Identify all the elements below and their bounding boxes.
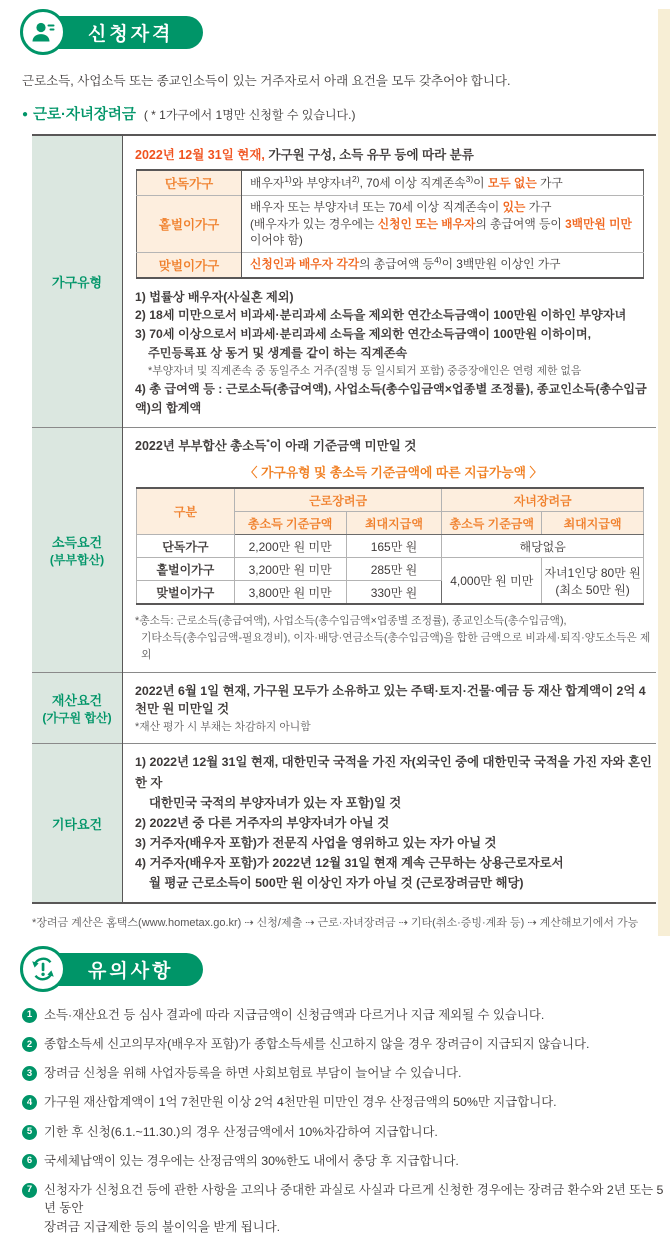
pay-cell: 285만 원 — [346, 558, 442, 581]
household-row-single — [137, 170, 644, 196]
household-row-single-income — [137, 196, 644, 253]
income-footnote: *총소득: 근로소득(총급여액), 사업소득(총수입금액×업종별 조정률), 종교인소득(총수입금액), 기타소득(총수입금액-필요경비), 이자·배당·연금소득(총수입금액)을 합한 금액으로 비과세·퇴직·양도소득은 제외 — [135, 615, 651, 661]
pay-cell: 330만 원 — [346, 581, 442, 605]
calc-note: *장려금 계산은 홈택스(www.hometax.go.kr) ⇢ 신청/제출 ⇢ 근로·자녀장려금 ⇢ 기타(취소·증빙·계좌 등) ⇢ 계산해보기에서 가능 — [32, 917, 639, 930]
eligibility-title-pill — [50, 16, 203, 49]
pay-sub-eitc-limit: 총소득 기준금액 — [234, 512, 346, 535]
row-property-requirement — [32, 673, 656, 744]
pay-cell-ctc-max: 자녀1인당 80만 원 (최소 50만 원) — [542, 558, 644, 605]
pay-cell: 3,200만 원 미만 — [234, 558, 346, 581]
household-type-desc: 신청인과 배우자 각각의 총급여액 등$^{4)}$이 3백만원 이상인 가구 — [250, 255, 561, 272]
pay-group-ctc: 자녀장려금 — [442, 488, 644, 512]
other-item-2: 2) 2022년 중 다른 거주자의 부양자녀가 아닐 것 — [135, 815, 390, 830]
pay-cell-ctc-limit: 4,000만 원 미만 — [442, 558, 542, 605]
household-type-desc: 배우자$^{1)}$와 부양자녀$^{2)}$, 70세 이상 직계존속$^{3)}$이 모두 없는 가구 — [250, 173, 563, 190]
row-household-type — [32, 135, 656, 428]
pay-sub-ctc-max: 최대지급액 — [542, 512, 644, 535]
pay-row-single-income — [137, 558, 644, 581]
page-edge-strip — [658, 9, 670, 936]
income-intro: 2022년 부부합산 총소득*이 아래 기준금액 미만일 것 — [135, 437, 417, 454]
household-row-dual-income — [137, 252, 644, 278]
notice-number-badge: 4 — [22, 1095, 37, 1110]
pay-sub-ctc-limit: 총소득 기준금액 — [442, 512, 542, 535]
person-card-icon-svg — [30, 19, 57, 46]
household-type-name: 단독가구 — [137, 170, 242, 196]
notice-item: 6 국세체납액이 있는 경우에는 산정금액의 30%한도 내에서 충당 후 지급합니다. — [22, 1152, 670, 1171]
notice-title: 유의사항 — [88, 961, 174, 983]
refresh-exclamation-icon — [20, 946, 66, 992]
household-type-name: 홑벌이가구 — [137, 196, 242, 253]
section-badge-eligibility — [20, 9, 260, 57]
property-note: *재산 평가 시 부채는 차감하지 아니함 — [135, 721, 311, 734]
property-main: 2022년 6월 1일 현재, 가구원 모두가 소유하고 있는 주택·토지·건물·예금 등 재산 합계액이 2억 4천만 원 미만일 것 — [135, 684, 646, 717]
household-note-1: 1) 법률상 배우자(사실혼 제외) — [135, 289, 294, 304]
pay-cell: 해당없음 — [442, 535, 644, 558]
pay-cell: 2,200만 원 미만 — [234, 535, 346, 558]
notice-number-badge: 5 — [22, 1125, 37, 1140]
household-note-4: 4) 총 급여액 등 : 근로소득(총급여액), 사업소득(총수입금액×업종별 조정률), 종교인소득(총수입금액)의 합계액 — [135, 382, 647, 416]
notice-list — [0, 1006, 670, 1236]
row-other-requirement — [32, 744, 656, 903]
household-type-desc: 배우자 또는 부양자녀 또는 70세 이상 직계존속이 있는 가구 — [250, 200, 552, 214]
notice-item: 4 가구원 재산합계액이 1억 7천만원 이상 2억 4천만원 미만인 경우 산정금액의 50%만 지급합니다. — [22, 1093, 670, 1112]
payment-table — [136, 487, 644, 605]
household-note-3-cont: 주민등록표 상 동거 및 생계를 같이 하는 직계존속 — [148, 346, 408, 361]
other-item-4: 4) 거주자(배우자 포함)가 2022년 12월 31일 현재 계속 근무하는 상용근로자로서 — [135, 855, 564, 870]
notice-item: 3 장려금 신청을 위해 사업자등록을 하면 사회보험료 부담이 늘어날 수 있습니다. — [22, 1064, 670, 1083]
leaflet-page — [0, 9, 670, 1234]
household-note-3: 3) 70세 이상으로서 비과세·분리과세 소득을 제외한 연간소득금액이 100만원 이하이며, — [135, 327, 591, 342]
pay-row-single — [137, 535, 644, 558]
pay-row-name: 단독가구 — [137, 535, 235, 558]
notice-number-badge: 2 — [22, 1037, 37, 1052]
notice-item: 1 소득·재산요건 등 심사 결과에 따라 지급금액이 신청금액과 다르거나 지급 제외될 수 있습니다. — [22, 1006, 670, 1025]
notice-number-badge: 6 — [22, 1154, 37, 1169]
pay-row-name: 맞벌이가구 — [137, 581, 235, 605]
other-item-1: 1) 2022년 12월 31일 현재, 대한민국 국적을 가진 자(외국인 중에 대한민국 국적을 가진 자와 혼인한 자 — [135, 755, 652, 790]
row-label-household: 가구유형 — [32, 135, 123, 428]
notice-number-badge: 1 — [22, 1008, 37, 1023]
subsection-title: 근로·자녀장려금 — [33, 107, 136, 123]
household-type-name: 맞벌이가구 — [137, 252, 242, 278]
other-item-4-cont: 월 평균 근로소득이 500만 원 이상인 자가 아닐 것 (근로장려금만 해당) — [149, 876, 524, 891]
pay-col-gubun: 구분 — [137, 488, 235, 535]
intro-text: 근로소득, 사업소득 또는 종교인소득이 있는 거주자로서 아래 요건을 모두 갖추어야 합니다. — [22, 74, 511, 88]
other-item-1-cont: 대한민국 국적의 부양자녀가 있는 자 포함)일 것 — [149, 795, 402, 810]
row-income-requirement — [32, 428, 656, 673]
other-item-3: 3) 거주자(배우자 포함)가 전문직 사업을 영위하고 있는 자가 아닐 것 — [135, 835, 497, 850]
pay-cell: 165만 원 — [346, 535, 442, 558]
bullet-icon: ● — [22, 109, 29, 120]
notice-title-pill — [50, 953, 203, 986]
eligibility-title: 신청자격 — [88, 24, 174, 45]
household-type-desc: (배우자가 있는 경우에는 신청인 또는 배우자의 총급여액 등이 3백만원 미만이어야 함) — [250, 216, 632, 248]
notice-item: 5 기한 후 신청(6.1.~11.30.)의 경우 산정금액에서 10%차감하여 지급합니다. — [22, 1123, 670, 1142]
person-card-icon — [20, 9, 66, 55]
pay-sub-eitc-max: 최대지급액 — [346, 512, 442, 535]
row-label-other: 기타요건 — [32, 744, 123, 903]
household-type-table — [136, 169, 644, 279]
notice-number-badge: 7 — [22, 1183, 37, 1198]
notice-item: 7 신청자가 신청요건 등에 관한 사항을 고의나 중대한 과실로 사실과 다르게 신청한 경우에는 장려금 환수와 2년 또는 5년 동안 장려금 지급제한 등의 불이익을 받게 됩니다. — [22, 1181, 670, 1237]
payment-table-title: 〈 가구유형 및 총소득 기준금액에 따른 지급가능액 〉 — [244, 465, 543, 481]
household-note-3-sub: *부양자녀 및 직계존속 중 동일주소 거주(질병 등 일시퇴거 포함) 중증장애인은 연령 제한 없음 — [148, 365, 582, 378]
household-heading: 2022년 12월 31일 현재, 가구원 구성, 소득 유무 등에 따라 분류 — [135, 148, 474, 162]
row-label-income: 소득요건 (부부합산) — [32, 428, 123, 673]
notice-item: 2 종합소득세 신고의무자(배우자 포함)가 종합소득세를 신고하지 않을 경우 장려금이 지급되지 않습니다. — [22, 1035, 670, 1054]
pay-row-name: 홑벌이가구 — [137, 558, 235, 581]
subsection-heading — [22, 103, 670, 124]
pay-group-eitc: 근로장려금 — [234, 488, 442, 512]
notice-number-badge: 3 — [22, 1066, 37, 1081]
pay-cell: 3,800만 원 미만 — [234, 581, 346, 605]
subsection-note: ( * 1가구에서 1명만 신청할 수 있습니다.) — [143, 108, 356, 122]
household-note-2: 2) 18세 미만으로서 비과세·분리과세 소득을 제외한 연간소득금액이 100만원 이하인 부양자녀 — [135, 308, 627, 323]
section-badge-notice — [20, 946, 260, 994]
row-label-property: 재산요건 (가구원 합산) — [32, 673, 123, 744]
refresh-exclamation-icon-svg — [29, 955, 57, 983]
requirements-table — [32, 134, 656, 904]
